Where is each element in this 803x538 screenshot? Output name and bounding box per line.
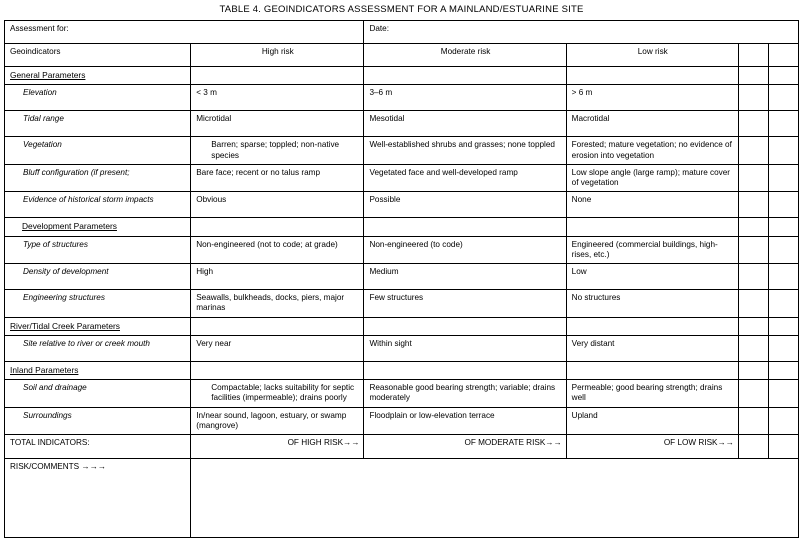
row-high: Bare face; recent or no talus ramp [191, 164, 364, 192]
group-blank-spare2 [768, 67, 798, 85]
row-high: < 3 m [191, 85, 364, 111]
row-high: Non-engineered (not to code; at grade) [191, 236, 364, 264]
row-check-1[interactable] [738, 137, 768, 165]
table-row [5, 264, 799, 290]
row-check-1[interactable] [738, 164, 768, 192]
row-high: Seawalls, bulkheads, docks, piers, major marinas [191, 290, 364, 318]
row-check-1[interactable] [738, 407, 768, 435]
header-low-risk: Low risk [566, 44, 738, 67]
page-title: TABLE 4. GEOINDICATORS ASSESSMENT FOR A MAINLAND/ESTUARINE SITE [219, 4, 584, 15]
row-check-1[interactable] [738, 111, 768, 137]
group-blank-high [191, 361, 364, 379]
group-blank-moderate [364, 67, 566, 85]
date-label: Date: [364, 21, 799, 44]
table-row [5, 192, 799, 218]
row-low: Permeable; good bearing strength; drains well [566, 380, 738, 408]
group-row [5, 317, 799, 335]
row-moderate: Few structures [364, 290, 566, 318]
row-check-2[interactable] [768, 380, 798, 408]
row-moderate: Possible [364, 192, 566, 218]
row-label: Evidence of historical storm impacts [5, 192, 191, 218]
row-check-2[interactable] [768, 335, 798, 361]
row-moderate: 3–6 m [364, 85, 566, 111]
row-low: Very distant [566, 335, 738, 361]
table-row [5, 407, 799, 435]
row-low: Upland [566, 407, 738, 435]
header-geoindicators: Geoindicators [5, 44, 191, 67]
row-low: No structures [566, 290, 738, 318]
header-high-risk: High risk [191, 44, 364, 67]
row-label: Soil and drainage [5, 380, 191, 408]
row-check-2[interactable] [768, 111, 798, 137]
row-high: Microtidal [191, 111, 364, 137]
group-blank-low [566, 218, 738, 236]
group-blank-spare1 [738, 361, 768, 379]
row-moderate: Mesotidal [364, 111, 566, 137]
row-check-1[interactable] [738, 380, 768, 408]
row-check-2[interactable] [768, 264, 798, 290]
table-row [5, 335, 799, 361]
row-check-2[interactable] [768, 192, 798, 218]
row-label: Bluff configuration (if present; [5, 164, 191, 192]
row-label: Engineering structures [5, 290, 191, 318]
table-row [5, 164, 799, 192]
totals-moderate: OF MODERATE RISK→→ [364, 435, 566, 459]
group-label [5, 317, 191, 335]
group-blank-spare2 [768, 317, 798, 335]
totals-label: TOTAL INDICATORS: [5, 435, 191, 459]
group-blank-low [566, 317, 738, 335]
assessment-for-label: Assessment for: [5, 21, 364, 44]
row-low: > 6 m [566, 85, 738, 111]
row-low: None [566, 192, 738, 218]
table-row [5, 236, 799, 264]
group-label [5, 361, 191, 379]
group-blank-spare1 [738, 218, 768, 236]
row-moderate: Medium [364, 264, 566, 290]
group-blank-moderate [364, 317, 566, 335]
row-moderate: Within sight [364, 335, 566, 361]
row-check-2[interactable] [768, 407, 798, 435]
header-spare-2 [768, 44, 798, 67]
group-blank-spare1 [738, 67, 768, 85]
row-low: Forested; mature vegetation; no evidence of erosion into vegetation [566, 137, 738, 165]
row-low: Low slope angle (large ramp); mature cover of vegetation [566, 164, 738, 192]
risk-comments-label: RISK/COMMENTS →→→ [5, 459, 191, 538]
group-label-text: Development Parameters [22, 221, 117, 232]
risk-comments-row [5, 459, 799, 538]
group-row [5, 67, 799, 85]
row-label: Type of structures [5, 236, 191, 264]
row-check-2[interactable] [768, 290, 798, 318]
totals-low: OF LOW RISK→→ [566, 435, 738, 459]
row-moderate: Well-established shrubs and grasses; none toppled [364, 137, 566, 165]
table-row [5, 85, 799, 111]
assessment-header-row [5, 21, 799, 44]
table-row [5, 111, 799, 137]
group-label [5, 67, 191, 85]
row-check-1[interactable] [738, 264, 768, 290]
group-blank-high [191, 67, 364, 85]
group-label-text: Inland Parameters [10, 364, 79, 375]
row-check-2[interactable] [768, 164, 798, 192]
group-blank-high [191, 317, 364, 335]
row-moderate: Floodplain or low-elevation terrace [364, 407, 566, 435]
row-high: Very near [191, 335, 364, 361]
row-label: Elevation [5, 85, 191, 111]
group-row [5, 218, 799, 236]
header-spare-1 [738, 44, 768, 67]
risk-comments-field[interactable] [191, 459, 799, 538]
row-high: Obvious [191, 192, 364, 218]
geoindicators-assessment-table [4, 20, 799, 538]
row-label: Vegetation [5, 137, 191, 165]
row-check-1[interactable] [738, 236, 768, 264]
row-check-1[interactable] [738, 290, 768, 318]
group-blank-spare1 [738, 317, 768, 335]
totals-check-2[interactable] [768, 435, 798, 459]
group-blank-low [566, 67, 738, 85]
group-row [5, 361, 799, 379]
row-low: Macrotidal [566, 111, 738, 137]
table-row [5, 290, 799, 318]
table-row [5, 380, 799, 408]
row-check-1[interactable] [738, 85, 768, 111]
row-moderate: Non-engineered (to code) [364, 236, 566, 264]
row-moderate: Reasonable good bearing strength; variable; drains moderately [364, 380, 566, 408]
group-blank-high [191, 218, 364, 236]
group-label-text: General Parameters [10, 70, 86, 80]
row-check-1[interactable] [738, 192, 768, 218]
group-label-text: River/Tidal Creek Parameters [10, 320, 120, 331]
group-blank-spare2 [768, 218, 798, 236]
group-blank-spare2 [768, 361, 798, 379]
row-label: Density of development [5, 264, 191, 290]
row-low: Engineered (commercial buildings, high-rises, etc.) [566, 236, 738, 264]
group-blank-moderate [364, 218, 566, 236]
group-blank-low [566, 361, 738, 379]
row-check-2[interactable] [768, 137, 798, 165]
row-low: Low [566, 264, 738, 290]
row-label: Site relative to river or creek mouth [5, 335, 191, 361]
totals-check-1[interactable] [738, 435, 768, 459]
row-high: Compactable; lacks suitability for septic facilities (impermeable); drains poorly [191, 380, 364, 408]
row-check-1[interactable] [738, 335, 768, 361]
row-check-2[interactable] [768, 85, 798, 111]
totals-high: OF HIGH RISK→→ [191, 435, 364, 459]
group-blank-moderate [364, 361, 566, 379]
row-check-2[interactable] [768, 236, 798, 264]
row-label: Tidal range [5, 111, 191, 137]
row-high: High [191, 264, 364, 290]
column-header-row [5, 44, 799, 67]
totals-row [5, 435, 799, 459]
group-label [5, 218, 191, 236]
table-row [5, 137, 799, 165]
header-moderate-risk: Moderate risk [364, 44, 566, 67]
row-moderate: Vegetated face and well-developed ramp [364, 164, 566, 192]
row-label: Surroundings [5, 407, 191, 435]
row-high: In/near sound, lagoon, estuary, or swamp (mangrove) [191, 407, 364, 435]
row-high: Barren; sparse; toppled; non-native species [191, 137, 364, 165]
